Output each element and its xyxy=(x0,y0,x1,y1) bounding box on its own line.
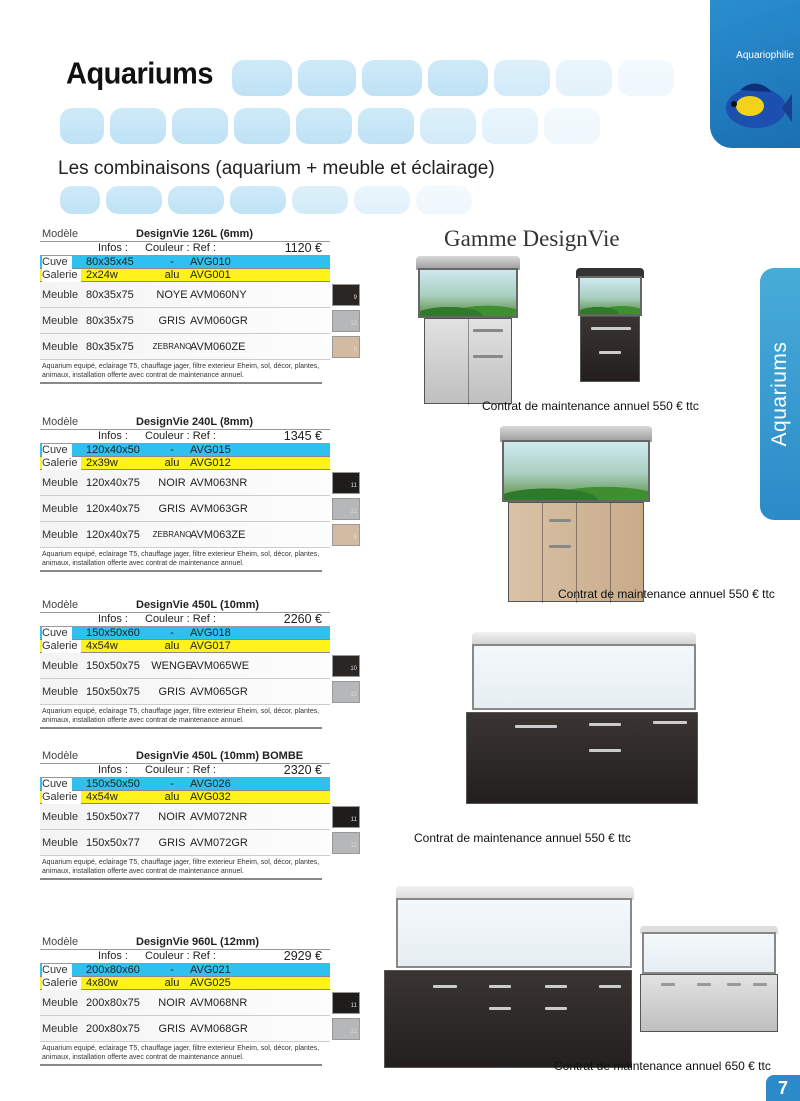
table-row xyxy=(40,627,330,640)
row-type: Cuve xyxy=(42,444,72,457)
row-color: NOIR xyxy=(158,477,186,489)
row-type: Galerie xyxy=(42,457,81,470)
page-subtitle: Les combinaisons (aquarium + meuble et éclairage) xyxy=(58,158,495,179)
color-swatch xyxy=(332,524,360,546)
row-color: alu xyxy=(164,977,180,989)
row-ref: AVM065WE xyxy=(190,660,250,672)
row-type: Cuve xyxy=(42,256,72,269)
modele-label: Modèle xyxy=(42,416,79,428)
side-tab-label: Aquariums xyxy=(768,341,791,447)
swatch-number: 12 xyxy=(350,692,357,698)
table-row xyxy=(40,496,357,522)
row-color: alu xyxy=(164,791,180,803)
row-type: Cuve xyxy=(42,964,72,977)
table-row xyxy=(40,977,330,990)
price: 1345 € xyxy=(283,429,322,443)
info-row xyxy=(40,613,330,627)
info-row xyxy=(40,950,330,964)
row-dimensions: 120x40x75 xyxy=(86,529,140,541)
row-color: NOYE xyxy=(156,289,188,301)
table-row xyxy=(40,804,357,830)
aquarium-small-dark-image xyxy=(576,268,644,386)
table-row xyxy=(40,269,330,282)
product-name: DesignVie 450L (10mm) xyxy=(136,599,260,611)
row-dimensions: 4x54w xyxy=(86,640,118,652)
color-swatch xyxy=(332,284,360,306)
contract-text-4: Contrat de maintenance annuel 650 € ttc xyxy=(554,1059,771,1073)
row-color: GRIS xyxy=(158,1023,186,1035)
row-type: Cuve xyxy=(42,778,72,791)
row-type: Meuble xyxy=(42,686,79,698)
aquarium-960l-grey-image xyxy=(640,926,780,1036)
table-row xyxy=(40,778,330,791)
row-ref: AVM068GR xyxy=(190,1023,248,1035)
row-type: Meuble xyxy=(42,660,79,672)
swatch-number: 5 xyxy=(353,535,357,541)
table-row xyxy=(40,308,357,334)
side-tab xyxy=(760,268,800,520)
row-type: Meuble xyxy=(42,811,79,823)
row-dimensions: 2x39w xyxy=(86,457,118,469)
row-type: Meuble xyxy=(42,341,79,353)
table-row xyxy=(40,990,357,1016)
row-ref: AVG015 xyxy=(190,444,231,456)
row-dimensions: 150x50x75 xyxy=(86,660,140,672)
aquarium-450l-image xyxy=(466,632,698,808)
color-swatch xyxy=(332,832,360,854)
row-ref: AVM060NY xyxy=(190,289,247,301)
row-color: NOIR xyxy=(158,997,186,1009)
row-dimensions: 120x40x75 xyxy=(86,477,140,489)
row-type: Meuble xyxy=(42,477,79,489)
couleur-ref-label: Couleur : Ref : xyxy=(145,430,216,442)
corner-label: Aquariophilie xyxy=(736,50,794,61)
row-type: Cuve xyxy=(42,627,72,640)
product-name: DesignVie 450L (10mm) BOMBE xyxy=(136,750,304,762)
row-dimensions: 200x80x75 xyxy=(86,1023,140,1035)
table-header xyxy=(40,228,330,242)
row-color: ZEBRANO xyxy=(152,342,192,351)
row-color: - xyxy=(170,444,174,456)
row-type: Meuble xyxy=(42,1023,79,1035)
row-color: GRIS xyxy=(158,503,186,515)
row-dimensions: 150x50x77 xyxy=(86,811,140,823)
row-ref: AVM072NR xyxy=(190,811,248,823)
row-color: - xyxy=(170,778,174,790)
color-swatch xyxy=(332,992,360,1014)
color-swatch xyxy=(332,336,360,358)
swatch-number: 11 xyxy=(350,483,357,489)
corner-banner xyxy=(710,0,800,148)
row-type: Meuble xyxy=(42,529,79,541)
page-title: Aquariums xyxy=(66,57,213,91)
row-dimensions: 150x50x75 xyxy=(86,686,140,698)
color-swatch xyxy=(332,498,360,520)
product-name: DesignVie 126L (6mm) xyxy=(136,228,253,240)
row-color: NOIR xyxy=(158,811,186,823)
table-row xyxy=(40,830,357,856)
table-row xyxy=(40,282,357,308)
row-color: alu xyxy=(164,640,180,652)
color-swatch xyxy=(332,472,360,494)
row-dimensions: 80x35x45 xyxy=(86,256,134,268)
table-row xyxy=(40,1016,357,1042)
aquarium-960l-image xyxy=(382,886,634,1072)
table-row xyxy=(40,964,330,977)
row-type: Galerie xyxy=(42,269,81,282)
row-dimensions: 2x24w xyxy=(86,269,118,281)
price: 2320 € xyxy=(283,763,322,777)
row-ref: AVM068NR xyxy=(190,997,248,1009)
aquarium-240l-image xyxy=(500,426,654,606)
contract-text-1: Contrat de maintenance annuel 550 € ttc xyxy=(482,399,699,413)
decor-blobs-middle xyxy=(60,108,600,144)
row-ref: AVM072GR xyxy=(190,837,248,849)
row-ref: AVG025 xyxy=(190,977,231,989)
row-dimensions: 150x50x60 xyxy=(86,627,140,639)
row-ref: AVM060GR xyxy=(190,315,248,327)
table-header xyxy=(40,416,330,430)
row-color: alu xyxy=(164,269,180,281)
row-ref: AVG017 xyxy=(190,640,231,652)
swatch-number: 12 xyxy=(350,509,357,515)
couleur-ref-label: Couleur : Ref : xyxy=(145,764,216,776)
infos-label: Infos : xyxy=(98,613,128,625)
row-color: alu xyxy=(164,457,180,469)
product-note: Aquarium equipé, eclairage T5, chauffage jager, filtre exterieur Eheim, sol, décor, plantes, animaux, installation offerte avec contrat de maintenance annuel. xyxy=(40,705,322,729)
table-header xyxy=(40,936,330,950)
swatch-number: 11 xyxy=(350,1003,357,1009)
table-header xyxy=(40,750,330,764)
product-note: Aquarium equipé, eclairage T5, chauffage jager, filtre exterieur Eheim, sol, décor, plantes, animaux, installation offerte avec contrat de maintenance annuel. xyxy=(40,548,322,572)
table-row xyxy=(40,334,357,360)
modele-label: Modèle xyxy=(42,228,79,240)
row-ref: AVG032 xyxy=(190,791,231,803)
product-table xyxy=(40,599,357,729)
row-dimensions: 80x35x75 xyxy=(86,289,134,301)
decor-blobs-top xyxy=(232,60,674,96)
row-dimensions: 200x80x60 xyxy=(86,964,140,976)
product-table xyxy=(40,228,357,384)
row-color: WENGE xyxy=(151,660,193,672)
row-type: Meuble xyxy=(42,997,79,1009)
table-row xyxy=(40,679,357,705)
infos-label: Infos : xyxy=(98,764,128,776)
color-swatch xyxy=(332,806,360,828)
row-ref: AVG001 xyxy=(190,269,231,281)
row-dimensions: 150x50x77 xyxy=(86,837,140,849)
price: 1120 € xyxy=(284,241,322,255)
modele-label: Modèle xyxy=(42,936,79,948)
color-swatch xyxy=(332,1018,360,1040)
row-ref: AVG018 xyxy=(190,627,231,639)
price: 2929 € xyxy=(283,949,322,963)
aquarium-126l-image xyxy=(416,256,522,408)
color-swatch xyxy=(332,681,360,703)
modele-label: Modèle xyxy=(42,750,79,762)
info-row xyxy=(40,430,330,444)
product-table xyxy=(40,750,357,880)
table-row xyxy=(40,640,330,653)
info-row xyxy=(40,764,330,778)
swatch-number: 12 xyxy=(350,321,357,327)
row-type: Galerie xyxy=(42,977,81,990)
table-header xyxy=(40,599,330,613)
row-dimensions: 80x35x75 xyxy=(86,315,134,327)
gamme-title: Gamme DesignVie xyxy=(444,226,620,251)
row-dimensions: 4x80w xyxy=(86,977,118,989)
product-note: Aquarium equipé, eclairage T5, chauffage jager, filtre exterieur Eheim, sol, décor, plantes, animaux, installation offerte avec contrat de maintenance annuel. xyxy=(40,1042,322,1066)
row-color: GRIS xyxy=(158,315,186,327)
info-row xyxy=(40,242,330,256)
row-dimensions: 150x50x50 xyxy=(86,778,140,790)
row-dimensions: 200x80x75 xyxy=(86,997,140,1009)
row-color: GRIS xyxy=(158,837,186,849)
color-swatch xyxy=(332,655,360,677)
contract-text-3: Contrat de maintenance annuel 550 € ttc xyxy=(414,831,631,845)
row-ref: AVG012 xyxy=(190,457,231,469)
fish-icon xyxy=(710,70,792,140)
page-number: 7 xyxy=(766,1075,800,1101)
product-note: Aquarium equipé, eclairage T5, chauffage jager, filtre exterieur Eheim, sol, décor, plantes, animaux, installation offerte avec contrat de maintenance annuel. xyxy=(40,360,322,384)
couleur-ref-label: Couleur : Ref : xyxy=(145,613,216,625)
swatch-number: 12 xyxy=(350,1029,357,1035)
row-ref: AVG021 xyxy=(190,964,231,976)
row-type: Meuble xyxy=(42,837,79,849)
row-color: ZEBRANO xyxy=(152,530,192,539)
row-ref: AVM065GR xyxy=(190,686,248,698)
row-type: Meuble xyxy=(42,315,79,327)
row-dimensions: 80x35x75 xyxy=(86,341,134,353)
table-row xyxy=(40,470,357,496)
row-ref: AVM060ZE xyxy=(190,341,246,353)
contract-text-2: Contrat de maintenance annuel 550 € ttc xyxy=(558,587,775,601)
row-dimensions: 4x54w xyxy=(86,791,118,803)
modele-label: Modèle xyxy=(42,599,79,611)
swatch-number: 12 xyxy=(350,843,357,849)
product-table xyxy=(40,416,357,572)
table-row xyxy=(40,791,330,804)
infos-label: Infos : xyxy=(98,242,128,254)
swatch-number: 9 xyxy=(353,295,357,301)
row-color: - xyxy=(170,964,174,976)
row-type: Meuble xyxy=(42,503,79,515)
row-ref: AVG026 xyxy=(190,778,231,790)
row-color: GRIS xyxy=(158,686,186,698)
couleur-ref-label: Couleur : Ref : xyxy=(145,242,216,254)
swatch-number: 5 xyxy=(353,347,357,353)
infos-label: Infos : xyxy=(98,430,128,442)
row-type: Galerie xyxy=(42,791,81,804)
product-note: Aquarium equipé, eclairage T5, chauffage jager, filtre exterieur Eheim, sol, décor, plantes, animaux, installation offerte avec contrat de maintenance annuel. xyxy=(40,856,322,880)
swatch-number: 11 xyxy=(350,817,357,823)
table-row xyxy=(40,457,330,470)
row-color: - xyxy=(170,627,174,639)
row-color: - xyxy=(170,256,174,268)
table-row xyxy=(40,522,357,548)
table-row xyxy=(40,256,330,269)
row-dimensions: 120x40x75 xyxy=(86,503,140,515)
table-row xyxy=(40,444,330,457)
table-row xyxy=(40,653,357,679)
color-swatch xyxy=(332,310,360,332)
row-ref: AVM063GR xyxy=(190,503,248,515)
row-ref: AVG010 xyxy=(190,256,231,268)
product-table xyxy=(40,936,357,1066)
price: 2260 € xyxy=(283,612,322,626)
product-name: DesignVie 960L (12mm) xyxy=(136,936,260,948)
decor-blobs-bottom xyxy=(60,186,472,214)
row-type: Galerie xyxy=(42,640,81,653)
row-type: Meuble xyxy=(42,289,79,301)
product-name: DesignVie 240L (8mm) xyxy=(136,416,253,428)
row-ref: AVM063NR xyxy=(190,477,248,489)
row-dimensions: 120x40x50 xyxy=(86,444,140,456)
swatch-number: 10 xyxy=(350,666,357,672)
couleur-ref-label: Couleur : Ref : xyxy=(145,950,216,962)
row-ref: AVM063ZE xyxy=(190,529,246,541)
infos-label: Infos : xyxy=(98,950,128,962)
